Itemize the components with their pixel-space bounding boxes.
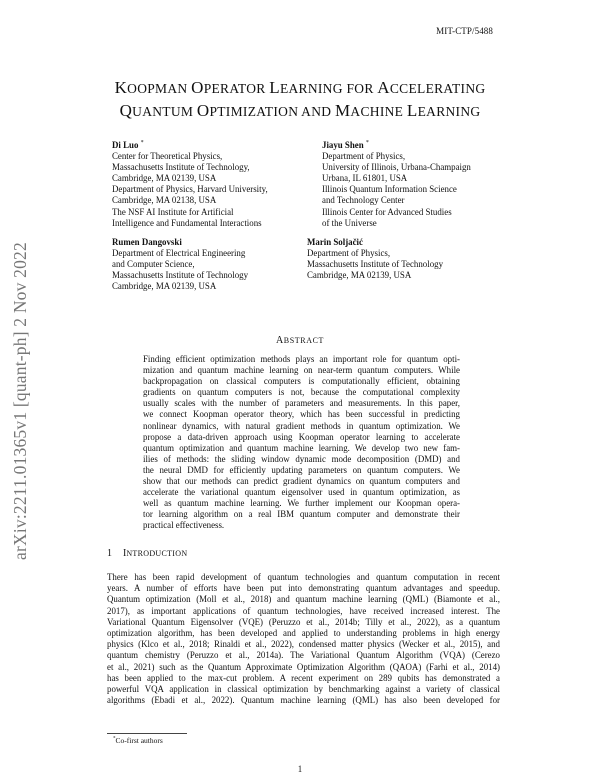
author-affil: The NSF AI Institute for Artificial <box>112 206 234 217</box>
title-line-2 <box>0 100 600 123</box>
intro-line: Variational Quantum Eigensolver (VQE) (Peruzzo et al., 2014b; Tilly et al., 2022), as a quantum <box>107 616 500 627</box>
introduction-text <box>107 572 500 706</box>
title-word: MACHINE <box>335 101 407 120</box>
abstract-line: nonlinear dynamics, with natural gradient methods in quantum optimization. We <box>143 420 460 431</box>
author-affil: Illinois Quantum Information Science <box>322 184 457 195</box>
abstract-line: backpropagation on classical computers is computationally efficient, obtaining <box>143 376 460 387</box>
author-affil: Massachusetts Institute of Technology, <box>112 162 250 173</box>
author-block-di-luo <box>112 138 268 229</box>
paper-title <box>0 77 600 123</box>
title-word: ACCELERATING <box>377 78 486 97</box>
abstract-line: ilies of methods: the sliding window dynamic mode decomposition (DMD) and <box>143 453 460 464</box>
author-name: Di Luo <box>112 139 139 150</box>
author-affil: Intelligence and Fundamental Interactions <box>112 217 262 228</box>
section-heading-introduction <box>107 548 187 559</box>
intro-line: years. A number of efforts have been put into demonstrating quantum advantages and speedup. <box>107 583 500 594</box>
author-affil: Department of Physics, <box>322 151 406 162</box>
footnote: *Co-first authors <box>113 736 163 745</box>
author-affil: Cambridge, MA 02139, USA <box>112 173 217 184</box>
author-block-rumen-dangovski <box>112 237 248 292</box>
abstract-line: quantum optimization and quantum machine learning. We develop two new fam- <box>143 442 460 453</box>
author-affil: Center for Theoretical Physics, <box>112 151 223 162</box>
author-affil: Urbana, IL 61801, USA <box>322 173 408 184</box>
author-affil: Department of Electrical Engineering <box>112 248 246 259</box>
author-affil: Cambridge, MA 02139, USA <box>307 270 412 281</box>
author-affil: and Technology Center <box>322 195 405 206</box>
author-mark: * <box>365 140 369 146</box>
report-number: MIT-CTP/5488 <box>436 26 493 36</box>
abstract-line: the neural DMD for efficiently updating parameters on quantum computers. We <box>143 464 460 475</box>
author-block-jiayu-shen <box>322 138 471 229</box>
author-name: Rumen Dangovski <box>112 237 182 247</box>
author-affil: Massachusetts Institute of Technology <box>112 270 249 281</box>
abstract-line: show that our methods can predict gradient dynamics on quantum computers and <box>143 476 460 487</box>
author-affil: Department of Physics, Harvard University, <box>112 184 268 195</box>
footnote-rule <box>107 733 187 734</box>
author-block-marin-soljacic <box>307 237 443 281</box>
author-affil: of the Universe <box>322 217 377 228</box>
title-word: LEARNING FOR <box>269 78 378 97</box>
abstract-text <box>143 354 460 532</box>
author-affil: Cambridge, MA 02139, USA <box>112 281 217 292</box>
author-affil: Illinois Center for Advanced Studies <box>322 206 452 217</box>
abstract-heading: ABSTRACT <box>275 335 325 346</box>
author-affil: Department of Physics, <box>307 248 391 259</box>
intro-line: There has been rapid development of quantum technologies and quantum computation in recent <box>107 572 500 582</box>
abstract-line: mization and quantum machine learning on near-term quantum computers. While <box>143 365 460 376</box>
author-affil: and Computer Science, <box>112 259 195 270</box>
section-number: 1 <box>107 548 112 559</box>
title-word: LEARNING <box>406 101 481 120</box>
intro-line: has been applied to the max-cut problem. A recent experiment on 289 qubits has demonstrated a <box>107 672 500 683</box>
title-word: OPERATOR <box>191 78 270 97</box>
abstract-line: gradients on quantum computers is not, because the computational complexity <box>143 387 460 398</box>
abstract-line: usually scales with the number of parameters and measurements. In this paper, <box>143 398 460 409</box>
author-mark: * <box>140 140 144 146</box>
arxiv-stamp[interactable]: arXiv:2211.01365v1 [quant-ph] 2 Nov 2022 <box>10 242 30 560</box>
author-name: Jiayu Shen <box>322 139 364 150</box>
title-word: KOOPMAN <box>114 78 192 97</box>
intro-line: optimization algorithm, has been developed and applied to understanding problems in high energy <box>107 628 500 639</box>
title-word: QUANTUM <box>119 101 197 120</box>
abstract-line: practical effectiveness. <box>143 520 225 531</box>
intro-line: quantum chemistry (Peruzzo et al., 2014a). The Variational Quantum Algorithm (VQA) (Cerezo <box>107 650 500 661</box>
page-number: 1 <box>297 764 303 774</box>
intro-line: physics (Klco et al., 2018; Rinaldi et al., 2022), condensed matter physics (Wecker et al., 2015), and <box>107 639 500 650</box>
intro-line: Quantum optimization (Moll et al., 2018) and quantum machine learning (QML) (Biamonte et al., <box>107 594 500 605</box>
abstract-line: tor learning algorithm on a real IBM quantum computer and demonstrate their <box>143 509 460 520</box>
intro-line: 2017), as important applications of quantum technologies, have received increased interest. The <box>107 605 500 616</box>
abstract-line: we connect Koopman operator theory, which has been successful in predicting <box>143 409 460 420</box>
abstract-line: Finding efficient optimization methods plays an important role for quantum opti- <box>143 354 460 364</box>
author-affil: Massachusetts Institute of Technology <box>307 259 444 270</box>
author-affil: Cambridge, MA 02138, USA <box>112 195 217 206</box>
title-word: OPTIMIZATION AND <box>196 101 335 120</box>
author-name: Marin Soljačić <box>307 237 363 247</box>
intro-line: algorithms (Ebadi et al., 2022). Quantum machine learning (QML) has also been developed for <box>107 695 500 706</box>
intro-line: powerful VQA application in classical optimization by benchmarking against a variety of classical <box>107 684 500 695</box>
title-line-1 <box>0 77 600 100</box>
intro-line: et al., 2021) such as the Quantum Approximate Optimization Algorithm (QAOA) (Farhi et al., 2014) <box>107 661 500 672</box>
abstract-line: well as quantum machine learning. We further implement our Koopman opera- <box>143 498 460 509</box>
author-affil: University of Illinois, Urbana-Champaign <box>322 162 471 173</box>
section-title: INTRODUCTION <box>123 548 188 559</box>
abstract-line: accelerate the variational quantum eigensolver used in quantum optimization, as <box>143 487 460 498</box>
abstract-line: propose a data-driven approach using Koopman operator learning to accelerate <box>143 431 460 442</box>
